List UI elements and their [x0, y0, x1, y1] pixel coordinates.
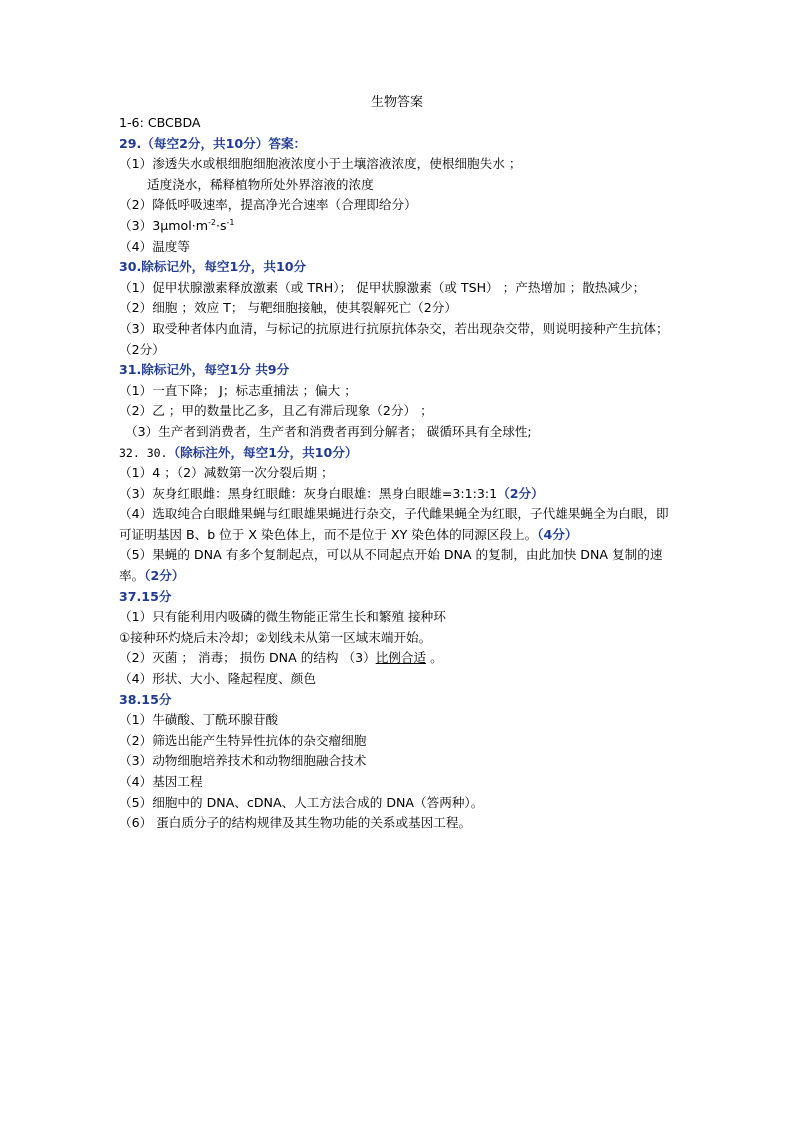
q32-prefix: 32. 30.	[119, 445, 168, 460]
q29-line-4-sup2: -1	[226, 217, 235, 227]
q37-line-3	[119, 648, 679, 669]
q31-line-2: （2）乙 ；甲的数量比乙多，且乙有滞后现象（2分） ；	[119, 403, 433, 419]
q29-line-4-text: （3）3μmol·m	[119, 217, 208, 233]
q29-line-1: （1）渗透失水或根细胞细胞液浓度小于土壤溶液浓度，使根细胞失水 ；	[119, 156, 522, 172]
q32-header-line	[119, 443, 679, 464]
q32-line-3	[119, 504, 679, 545]
answer-content	[119, 113, 679, 834]
q29-line-3: （2）降低呼吸速率，提高净光合速率（合理即给分）	[119, 197, 417, 213]
q32-line-4-text: （5）果蝇的 DNA 有多个复制起点，可以从不同起点开始 DNA 的复制，由此加快 DNA 复制的速率。	[119, 547, 663, 584]
q38-line-1: （1）牛磺酸、丁酰环腺苷酸	[119, 712, 279, 728]
q29-line-4	[119, 216, 679, 237]
q30-line-2: （2）细胞 ；效应 T； 与靶细胞接触，使其裂解死亡（2分）	[119, 300, 457, 316]
q37-line-1: （1）只有能利用内吸磷的微生物能正常生长和繁殖 接种环	[119, 609, 446, 625]
q29-line-5: （4）温度等	[119, 238, 190, 254]
q32-line-2	[119, 484, 679, 505]
q32-line-3-score: （4分）	[537, 526, 578, 542]
q32-line-3-text: （4）选取纯合白眼雌果蝇与红眼雄果蝇进行杂交，子代雌果蝇全为红眼，子代雄果蝇全为白眼，即可证明基因 B、b 位于 X 染色体上，而不是位于 XY 染色体的同源区段上。	[119, 506, 669, 542]
q29-header: 29.（每空2分，共10分）答案：	[119, 135, 307, 151]
q29-line-4-mid: ·s	[215, 217, 227, 233]
q30-line-1: （1）促甲状腺激素释放激素（或 TRH）； 促甲状腺激素（或 TSH） ；产热增加 ；散热减少；	[119, 279, 646, 295]
q32-line-2-text: （3）灰身红眼雌：黑身红眼雌：灰身白眼雄：黑身白眼雄=3:1:3:1	[119, 485, 498, 501]
q38-header: 38.15分	[119, 691, 172, 707]
q37-line-3-end: 。	[426, 650, 443, 666]
q37-line-2: ①接种环灼烧后未冷却；②划线未从第一区域末端开始。	[119, 629, 432, 645]
q32-header: （除标注外，每空1分，共10分）	[167, 444, 358, 460]
q32-line-4	[119, 545, 679, 586]
q37-line-3-text: （2）灭菌 ； 消毒； 损伤 DNA 的结构 （3）	[119, 650, 376, 666]
q38-line-2: （2）筛选出能产生特异性抗体的杂交瘤细胞	[119, 732, 367, 748]
q38-line-6: （6） 蛋白质分子的结构规律及其生物功能的关系或基因工程。	[119, 815, 472, 831]
q37-line-4: （4）形状、大小、隆起程度、颜色	[119, 671, 316, 687]
q37-header: 37.15分	[119, 588, 172, 604]
q32-line-4-score: （2分）	[144, 568, 185, 584]
mc-answers: 1-6: CBCBDA	[119, 115, 201, 130]
q30-line-3: （3）取受种者体内血清，与标记的抗原进行抗原抗体杂交，若出现杂交带，则说明接种产生抗体；（2分）	[119, 320, 669, 357]
q31-header: 31.除标记外，每空1分 共9分	[119, 362, 290, 378]
q30-header: 30.除标记外，每空1分，共10分	[119, 259, 307, 275]
q38-line-5: （5）细胞中的 DNA、cDNA、人工方法合成的 DNA（答两种）。	[119, 794, 484, 810]
q32-line-1: （1）4 ；（2）减数第一次分裂后期 ；	[119, 465, 334, 481]
q29-line-2: 适度浇水，稀释植物所处外界溶液的浓度	[147, 176, 374, 192]
q31-line-1: （1）一直下降； J；标志重捕法 ；偏大 ；	[119, 382, 357, 398]
q38-line-3: （3）动物细胞培养技术和动物细胞融合技术	[119, 753, 367, 769]
page-title: 生物答案	[370, 95, 423, 110]
q32-line-2-score: （2分）	[497, 485, 544, 501]
q29-line-4-sup1: -2	[207, 217, 216, 227]
q31-line-3: （3）生产者到消费者，生产者和消费者再到分解者； 碳循环具有全球性;	[125, 423, 532, 439]
q38-line-4: （4）基因工程	[119, 774, 203, 789]
q37-line-3-underlined: 比例合适	[375, 650, 427, 666]
